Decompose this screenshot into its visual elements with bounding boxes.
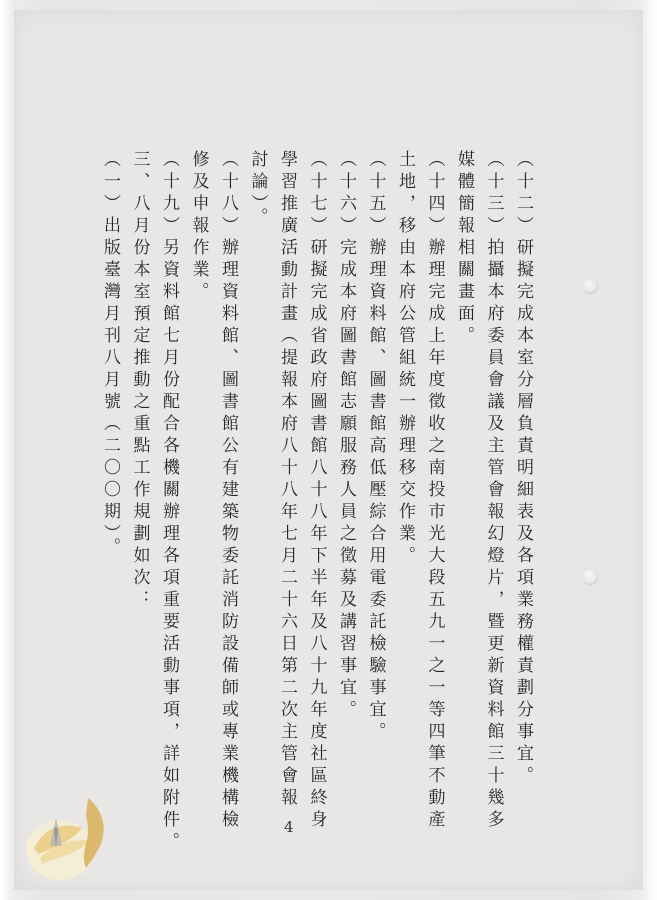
text-line: 三、八月份本室預定推動之重點工作規劃如次： (129, 150, 150, 612)
text-line: （十九）另資料館七月份配合各機關辦理各項重要活動事項，詳如附件。 (159, 150, 179, 854)
text-line: （十八）辦理資料館、圖書館公有建築物委託消防設備師或專業機構檢 (218, 150, 238, 832)
text-line: 學習推廣活動計畫（提報本府八十八年七月二十六日第二次主管會報 (277, 150, 297, 810)
text-line: 土地，移由本府公管組統一辦理移交作業。 (395, 150, 415, 568)
punch-hole-top (582, 278, 598, 294)
punch-hole-bottom (582, 569, 598, 585)
vertical-text-block (95, 150, 538, 870)
archive-logo-icon (20, 788, 130, 888)
text-line: （十五）辦理資料館、圖書館高低壓綜合用電委託檢驗事宜。 (365, 150, 386, 744)
text-line: （十三）拍攝本府委員會議及主管會報幻燈片，暨更新資料館三十幾多 (483, 150, 504, 832)
text-line: 討論）。 (247, 150, 268, 230)
text-line: （十六）完成本府圖書館志願服務人員之徵募及講習事宜。 (336, 150, 356, 722)
text-line: 媒體簡報相關畫面。 (454, 150, 474, 348)
page-number: 4 (284, 818, 294, 836)
text-line: （十四）辦理完成上年度徵收之南投市光大段五九一之一等四筆不動產 (424, 150, 445, 832)
text-line: （十七）研擬完成省政府圖書館八十八年下半年及八十九年度社區終身 (306, 150, 327, 832)
text-line: （一）出版臺灣月刊八月號（二〇〇期）。 (100, 150, 120, 560)
text-line: （十二）研擬完成本室分層負責明細表及各項業務權責劃分事宜。 (513, 150, 533, 788)
text-line: 修及申報作業。 (188, 150, 209, 304)
